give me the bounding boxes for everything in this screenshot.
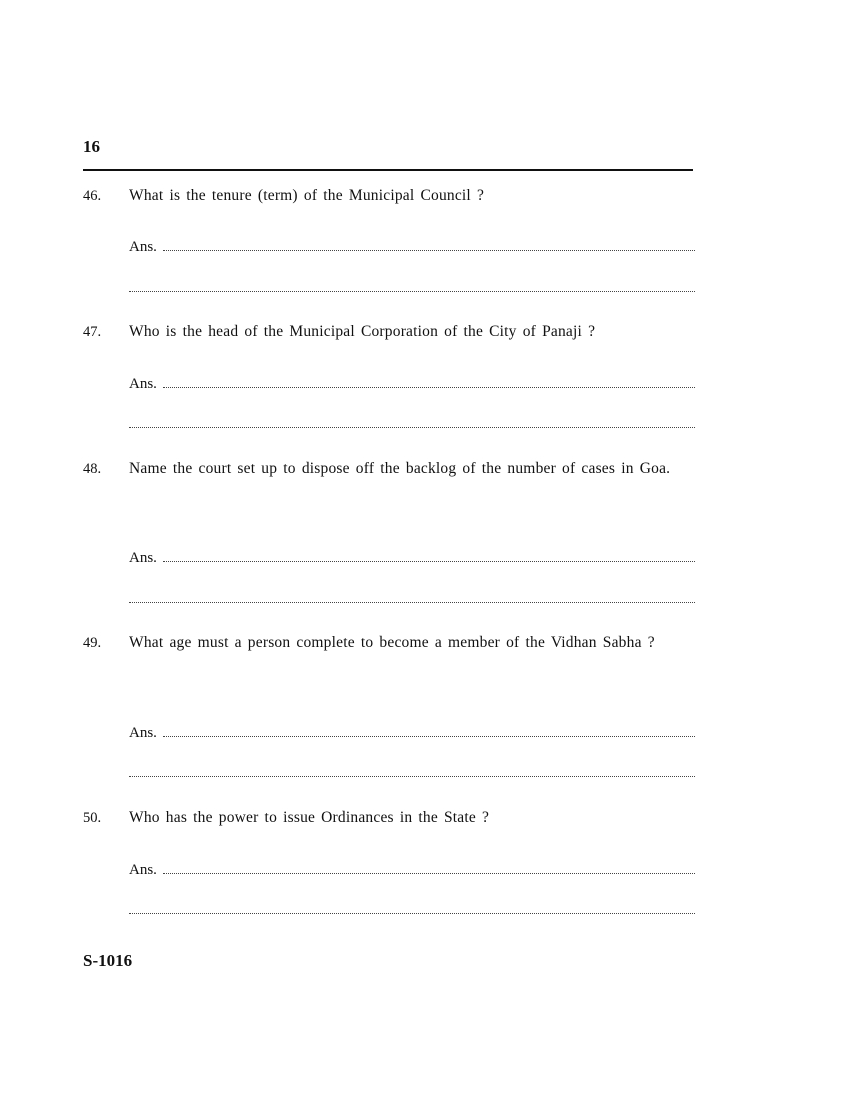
answer-blank-50 bbox=[83, 912, 695, 914]
answer-line[interactable] bbox=[163, 547, 695, 562]
answer-area-47 bbox=[83, 365, 695, 392]
answer-area-48 bbox=[83, 539, 695, 566]
question-number: 50. bbox=[83, 810, 102, 826]
answer-blank-47 bbox=[83, 426, 695, 428]
answer-line[interactable] bbox=[129, 912, 695, 914]
answer-blank-46 bbox=[83, 290, 695, 292]
answer-line[interactable] bbox=[129, 290, 695, 292]
answer-blank-48 bbox=[83, 601, 695, 603]
question-46 bbox=[83, 177, 695, 215]
page-number: 16 bbox=[83, 137, 100, 156]
answer-line[interactable] bbox=[163, 859, 695, 874]
answer-label: Ans. bbox=[129, 862, 157, 878]
answer-area-49 bbox=[83, 714, 695, 741]
answer-label: Ans. bbox=[129, 239, 157, 255]
answer-label: Ans. bbox=[129, 725, 157, 741]
question-number: 49. bbox=[83, 635, 102, 651]
question-number: 46. bbox=[83, 188, 102, 204]
answer-area-50 bbox=[83, 851, 695, 878]
answer-label: Ans. bbox=[129, 376, 157, 392]
question-number: 48. bbox=[83, 461, 102, 477]
question-text: Who is the head of the Municipal Corporation of the City of Panaji ? bbox=[129, 323, 596, 340]
question-text: What is the tenure (term) of the Municipal Council ? bbox=[129, 187, 485, 204]
answer-line[interactable] bbox=[163, 722, 695, 737]
answer-line[interactable] bbox=[129, 601, 695, 603]
header-rule bbox=[83, 169, 693, 171]
question-text: Who has the power to issue Ordinances in the State ? bbox=[129, 809, 490, 826]
paper-code: S-1016 bbox=[83, 951, 133, 970]
answer-line[interactable] bbox=[129, 426, 695, 428]
question-text: What age must a person complete to become a member of the Vidhan Sabha ? bbox=[129, 634, 655, 651]
answer-label: Ans. bbox=[129, 550, 157, 566]
answer-area-46 bbox=[83, 228, 695, 255]
question-text: Name the court set up to dispose off the backlog of the number of cases in Goa. bbox=[129, 460, 671, 477]
question-49 bbox=[83, 624, 695, 662]
answer-line[interactable] bbox=[163, 373, 695, 388]
answer-blank-49 bbox=[83, 775, 695, 777]
answer-line[interactable] bbox=[129, 775, 695, 777]
answer-line[interactable] bbox=[163, 236, 695, 251]
question-48 bbox=[83, 450, 695, 488]
question-50 bbox=[83, 799, 695, 837]
question-number: 47. bbox=[83, 324, 102, 340]
question-47 bbox=[83, 313, 695, 351]
